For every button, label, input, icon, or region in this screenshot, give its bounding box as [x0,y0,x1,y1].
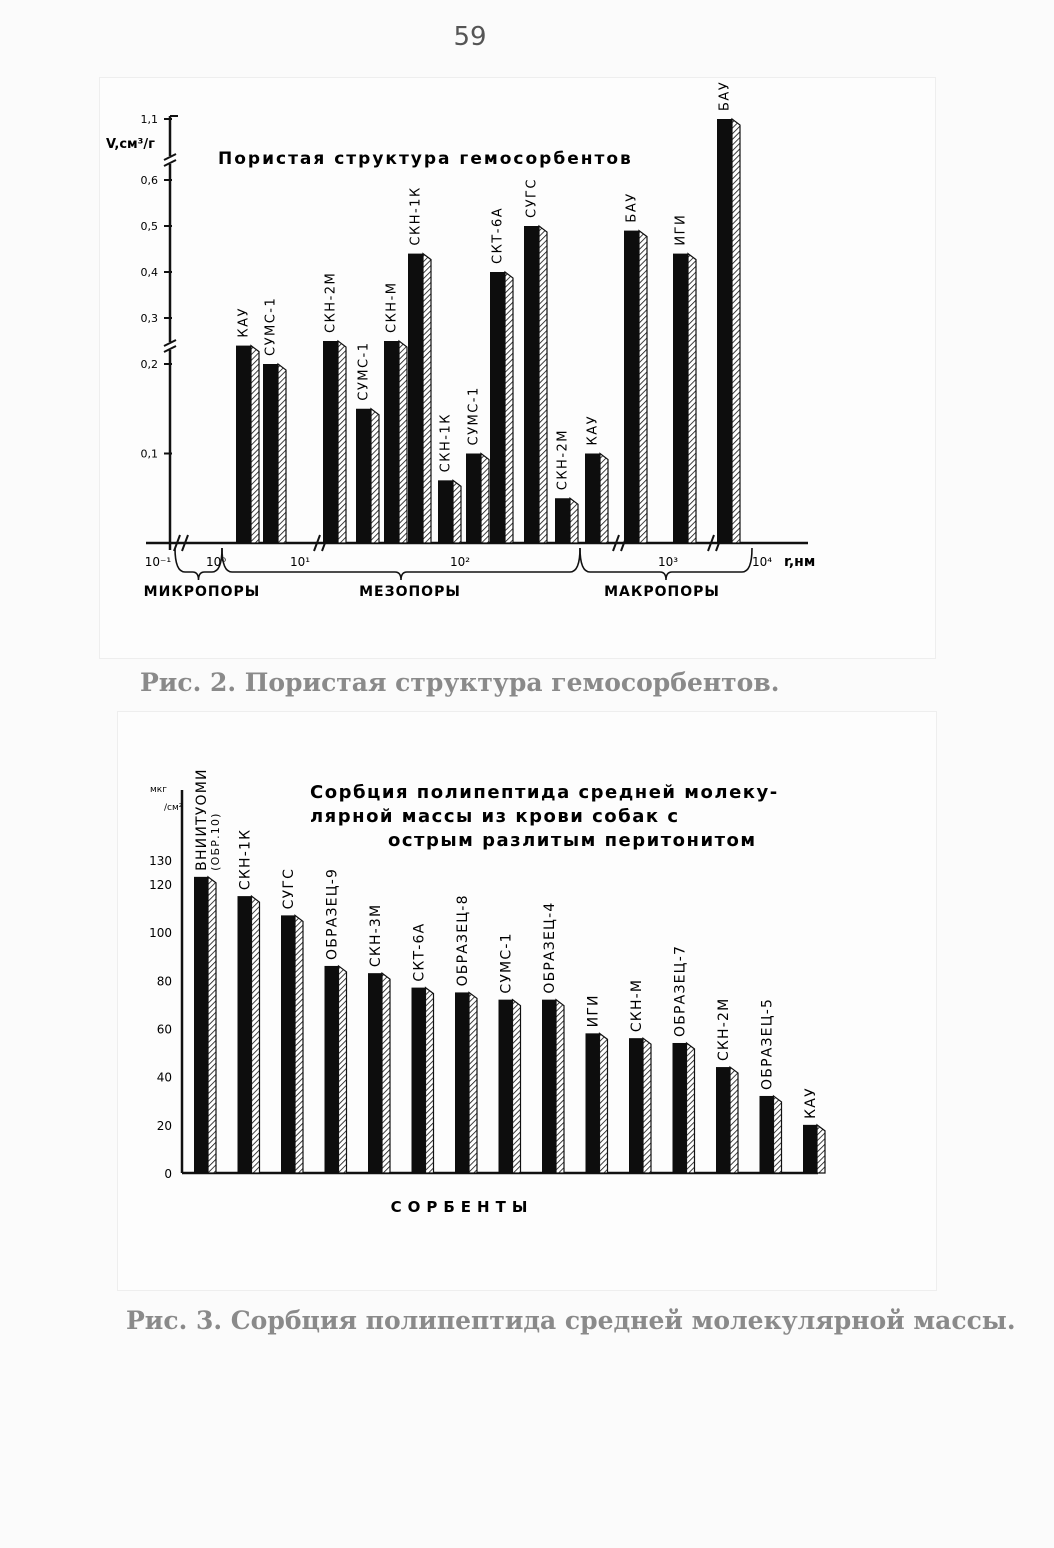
x-tick-label: 10⁴ [751,555,773,569]
y-axis-unit: /см² [164,803,183,813]
bar [629,1038,651,1173]
bar-label: КАУ [236,307,252,338]
bar-label: (ОБР.10) [209,812,222,871]
chart-title-line: Сорбция полипептида средней молеку- [310,782,779,803]
y-tick-label: 0,2 [140,358,158,371]
bar-label: СКН-М [384,281,400,333]
figure-3-caption: Рис. 3. Сорбция полипептида средней молекулярной массы. [126,1306,1016,1335]
bar-label: ВНИИТУОМИ [194,768,210,871]
bar-side [687,1043,695,1173]
bar [586,1033,608,1173]
bar-side [426,988,434,1173]
bar [542,1000,564,1173]
bar-front [194,877,208,1173]
bar [716,1067,738,1173]
bar-label: ОБРАЗЕЦ-7 [672,944,689,1037]
y-tick-label: 0,4 [140,266,158,279]
bar-label: СУМС-1 [498,932,515,994]
chart-title: Пористая структура гемосорбентов [218,149,633,169]
x-axis-label: СОРБЕНТЫ [390,1198,534,1216]
bar-front [325,966,339,1173]
y-tick-label: 0,1 [140,447,158,461]
y-tick-label: 0 [164,1167,172,1181]
bar-label: СКН-2М [323,271,339,333]
y-tick-label: 0,3 [140,312,158,325]
bar-side [817,1125,825,1173]
bar-side [730,1067,738,1173]
bar-front [673,1043,687,1173]
bar-front [281,915,295,1173]
bar-label: КАУ [803,1087,819,1119]
bar [760,1096,782,1173]
bar-label: ОБРАЗЕЦ-4 [542,901,558,994]
page-number: 59 [453,22,487,52]
x-axis-label: r,нм [784,554,816,570]
bar-label: ИГИ [585,994,602,1028]
bar-label: ИГИ [673,213,689,246]
bar-label: КАУ [585,414,601,446]
bar-front [760,1096,774,1173]
bar-front [629,1038,643,1173]
bar-front [412,988,426,1173]
bar-label: СКН-1К [237,828,254,891]
bar-side [252,896,260,1173]
y-tick-label: 60 [156,1022,172,1037]
bar [325,966,347,1173]
y-axis-label: V,см³/г [106,137,155,152]
bar-label: ОБРАЗЕЦ-8 [455,894,471,987]
x-tick-label: 10⁰ [205,555,227,569]
y-tick-label: 100 [149,926,172,941]
bar [238,896,260,1173]
bar [368,973,390,1173]
y-tick-label: 20 [156,1118,172,1133]
y-tick-label: 130 [149,854,172,868]
bar-side [556,1000,564,1173]
y-tick-label: 0,6 [140,174,158,187]
bar-front [803,1125,817,1173]
bar-side [774,1096,782,1173]
y-tick-label: 80 [156,974,172,989]
bar-label: БАУ [717,80,733,111]
x-tick-label: 10⁻¹ [144,555,172,569]
bar-label: БАУ [624,192,640,223]
chart-title-line: лярной массы из крови собак с [310,806,680,827]
bar-label: СКН-3М [368,903,384,968]
bar-front [716,1067,730,1173]
bar-front [586,1033,600,1173]
bar-side [513,1000,521,1173]
region-label: МЕЗОПОРЫ [359,584,461,600]
figure-2-caption: Рис. 2. Пористая структура гемосорбентов. [140,668,780,697]
bar-label: СКН-2М [555,428,571,491]
bar-front [368,973,382,1173]
bar [412,988,434,1173]
bar-side [339,966,347,1173]
bar-label: ОБРАЗЕЦ-5 [759,997,776,1090]
y-tick-label: 1,1 [140,113,158,126]
bar-label: СКТ-6А [411,922,428,982]
bar-label: СУМС-1 [263,296,279,356]
bar [673,1043,695,1173]
bar-label: СКН-М [629,978,645,1033]
bar-front [542,1000,556,1173]
bar-label: СУМС-1 [466,386,482,446]
y-tick-label: 120 [149,878,172,893]
x-tick-label: 10¹ [289,555,311,569]
bar-label: СКН-1К [408,186,424,246]
x-tick-label: 10² [449,555,471,569]
chart-title-line: острым разлитым перитонитом [388,830,757,851]
bar [281,915,303,1173]
bar [194,877,216,1173]
bar-side [643,1038,651,1173]
y-axis-label: мкг [150,785,167,795]
bar [499,1000,521,1173]
region-label: МАКРОПОРЫ [604,584,720,600]
bar [803,1125,825,1173]
y-tick-label: 40 [156,1070,172,1085]
bar-side [600,1033,608,1173]
bar-front [238,896,252,1173]
bar-label: СКТ-6А [490,206,506,264]
region-label: МИКРОПОРЫ [143,584,261,600]
bar-label: СУМС-1 [356,341,372,401]
bar-label: ОБРАЗЕЦ-9 [324,867,341,960]
bar-side [382,973,390,1173]
bar [455,992,477,1173]
bar-label: СКН-1К [438,413,454,473]
bar-label: СУГС [524,177,540,218]
bar-label: СКН-2М [716,997,732,1062]
bar-front [499,1000,513,1173]
bar-side [469,992,477,1173]
bar-side [295,915,303,1173]
y-tick-label: 0,5 [140,220,158,233]
bar-front [455,992,469,1173]
x-tick-label: 10³ [657,555,679,569]
bar-side [208,877,216,1173]
bar-label: СУГС [281,867,297,910]
